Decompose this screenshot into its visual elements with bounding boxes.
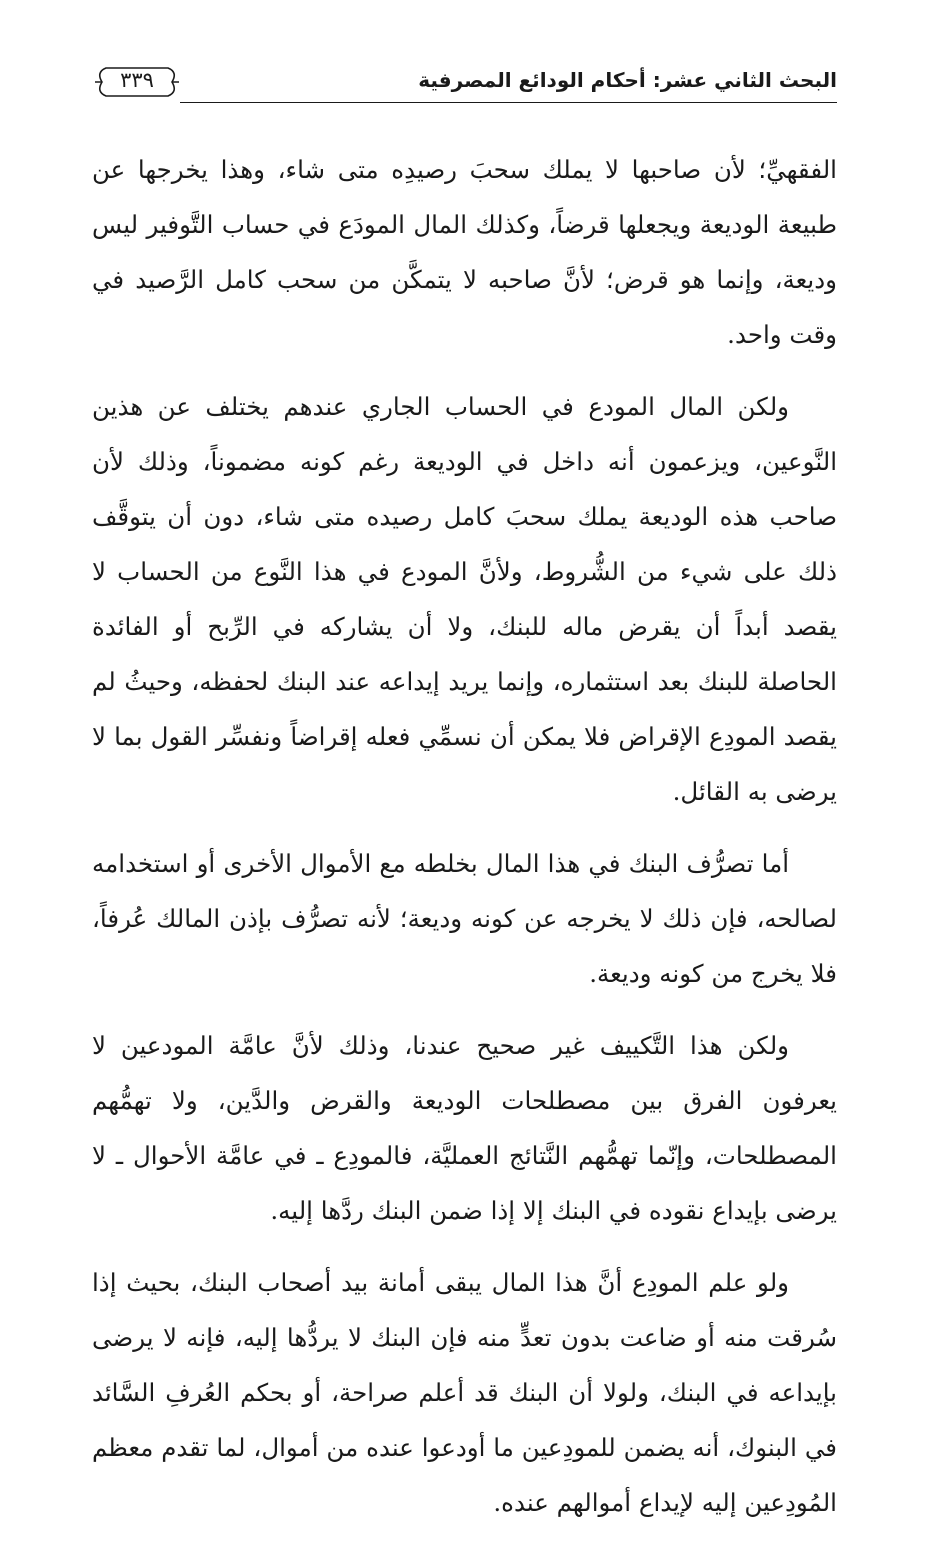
paragraph: ولكن المال المودع في الحساب الجاري عندهم يختلف عن هذين النَّوعين، ويزعمون أنه داخل في الوديعة رغم كونه مضموناً، وذلك لأن صاحب هذه الوديعة يملك سحبَ كامل رصيده متى شاء، دون أن يتوقَّف ذلك على شيء من الشُّروط، ولأنَّ المودع في هذا النَّوع من الحساب لا يقصد أبداً أن يقرض ماله للبنك، ولا أن يشاركه في الرِّبح أو الفائدة الحاصلة للبنك بعد استثماره، وإنما يريد إيداعه عند البنك لحفظه، وحيثُ لم يقصد المودِع الإقراض فلا يمكن أن نسمِّي فعله إقراضاً ونفسِّر القول بما لا يرضى به القائل. [92, 392, 837, 806]
paragraph: ولو علم المودِع أنَّ هذا المال يبقى أمانة بيد أصحاب البنك، بحيث إذا سُرقت منه أو ضاعت بدون تعدٍّ منه فإن البنك لا يردُّها إليه، فإنه لا يرضى بإيداعه في البنك، ولولا أن البنك قد أعلم صراحة، أو بحكم العُرفِ السَّائد في البنوك، أنه يضمن للمودِعين ما أودعوا عنده من أموال، لما تقدم معظم المُودِعين إليه لإيداع أموالهم عنده. [92, 1268, 837, 1517]
paragraph: الفقهيِّ؛ لأن صاحبها لا يملك سحبَ رصيدِه متى شاء، وهذا يخرجها عن طبيعة الوديعة ويجعلها قرضاً، وكذلك المال المودَع في حساب التَّوفير ليس وديعة، وإنما هو قرض؛ لأنَّ صاحبه لا يتمكَّن من سحب كامل الرَّصيد في وقت واحد. [92, 155, 837, 349]
page-number-badge [92, 62, 182, 102]
running-header [92, 60, 837, 110]
paragraph: ولكن هذا التَّكييف غير صحيح عندنا، وذلك لأنَّ عامَّة المودعين لا يعرفون الفرق بين مصطلحات الوديعة والقرض والدَّين، ولا تهمُّهم المصطلحات، وإنّما تهمُّهم النَّتائج العمليَّة، فالمودِع ـ في عامَّة الأحوال ـ لا يرضى بإيداع نقوده في البنك إلا إذا ضمن البنك ردَّها إليه. [92, 1031, 837, 1225]
paragraph: أما تصرُّف البنك في هذا المال بخلطه مع الأموال الأخرى أو استخدامه لصالحه، فإن ذلك لا يخرجه عن كونه وديعة؛ لأنه تصرُّف بإذن المالك عُرفاً، فلا يخرج من كونه وديعة. [92, 849, 837, 988]
header-divider [180, 102, 837, 103]
page-number: ٣٣٩ [120, 68, 154, 92]
body-text [92, 142, 837, 1547]
running-title: البحث الثاني عشر: أحكام الودائع المصرفية [418, 68, 837, 92]
